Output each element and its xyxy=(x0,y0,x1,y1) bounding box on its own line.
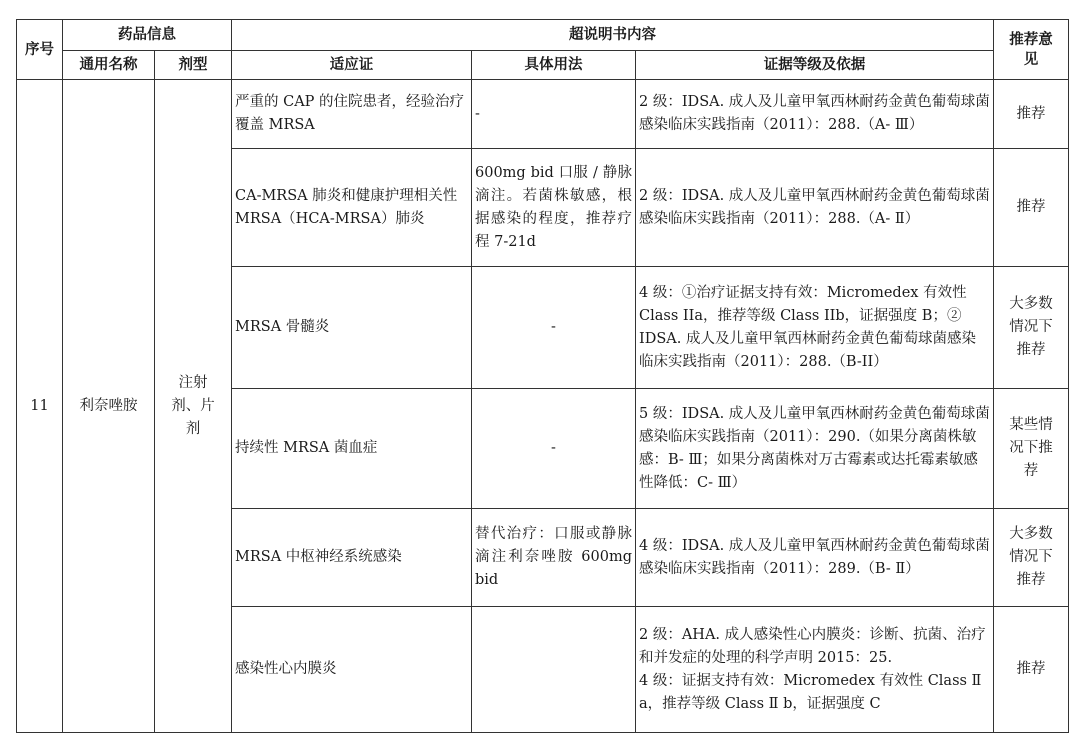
evidence-cell: 5 级：IDSA. 成人及儿童甲氧西林耐药金黄色葡萄球菌感染临床实践指南（2011）：290.（如果分离菌株敏感：B- Ⅲ；如果分离菌株对万古霉素或达托霉素敏感性降低：C- Ⅲ） xyxy=(636,389,994,509)
table-row xyxy=(17,80,1069,149)
evidence-cell: 2 级：IDSA. 成人及儿童甲氧西林耐药金黄色葡萄球菌感染临床实践指南（2011）：288.（A- Ⅲ） xyxy=(636,80,994,149)
drug-seq: 11 xyxy=(17,80,63,733)
header-usage: 具体用法 xyxy=(472,51,636,80)
header-recommend: 推荐意见 xyxy=(994,20,1069,80)
header-off-label: 超说明书内容 xyxy=(232,20,994,51)
usage-cell: - xyxy=(472,267,636,389)
recommend-cell: 某些情况下推荐 xyxy=(994,389,1069,509)
recommend-cell: 大多数情况下推荐 xyxy=(994,267,1069,389)
indication-cell: CA-MRSA 肺炎和健康护理相关性 MRSA（HCA-MRSA）肺炎 xyxy=(232,149,472,267)
header-evidence: 证据等级及依据 xyxy=(636,51,994,80)
evidence-cell: 2 级：IDSA. 成人及儿童甲氧西林耐药金黄色葡萄球菌感染临床实践指南（2011）：288.（A- Ⅱ） xyxy=(636,149,994,267)
header-dosage-form: 剂型 xyxy=(155,51,232,80)
usage-cell xyxy=(472,607,636,733)
evidence-cell: 4 级：IDSA. 成人及儿童甲氧西林耐药金黄色葡萄球菌感染临床实践指南（2011）：289.（B- Ⅱ） xyxy=(636,509,994,607)
off-label-drug-table xyxy=(16,19,1069,733)
indication-cell: MRSA 中枢神经系统感染 xyxy=(232,509,472,607)
indication-cell: 持续性 MRSA 菌血症 xyxy=(232,389,472,509)
evidence-cell: 2 级：AHA. 成人感染性心内膜炎：诊断、抗菌、治疗和并发症的处理的科学声明 2015：25. 4 级：证据支持有效：Micromedex 有效性 Class Ⅱ a，推荐等级 Class Ⅱ b，证据强度 C xyxy=(636,607,994,733)
indication-cell: 严重的 CAP 的住院患者，经验治疗覆盖 MRSA xyxy=(232,80,472,149)
indication-cell: MRSA 骨髓炎 xyxy=(232,267,472,389)
recommend-cell: 推荐 xyxy=(994,149,1069,267)
header-drug-info: 药品信息 xyxy=(63,20,232,51)
recommend-cell: 大多数情况下推荐 xyxy=(994,509,1069,607)
header-generic-name: 通用名称 xyxy=(63,51,155,80)
drug-name: 利奈唑胺 xyxy=(63,80,155,733)
usage-cell: - xyxy=(472,389,636,509)
usage-cell: - xyxy=(472,80,636,149)
evidence-cell: 4 级：①治疗证据支持有效：Micromedex 有效性 Class IIa，推荐等级 Class IIb，证据强度 B；② IDSA. 成人及儿童甲氧西林耐药金黄色葡萄球菌感染临床实践指南（2011）：288.（B-II） xyxy=(636,267,994,389)
drug-form: 注射剂、片剂 xyxy=(155,80,232,733)
header-seq: 序号 xyxy=(17,20,63,80)
indication-cell: 感染性心内膜炎 xyxy=(232,607,472,733)
usage-cell: 600mg bid 口服 / 静脉滴注。若菌株敏感，根据感染的程度，推荐疗程 7-21d xyxy=(472,149,636,267)
usage-cell: 替代治疗：口服或静脉滴注利奈唑胺 600mg bid xyxy=(472,509,636,607)
recommend-cell: 推荐 xyxy=(994,607,1069,733)
recommend-cell: 推荐 xyxy=(994,80,1069,149)
header-indication: 适应证 xyxy=(232,51,472,80)
